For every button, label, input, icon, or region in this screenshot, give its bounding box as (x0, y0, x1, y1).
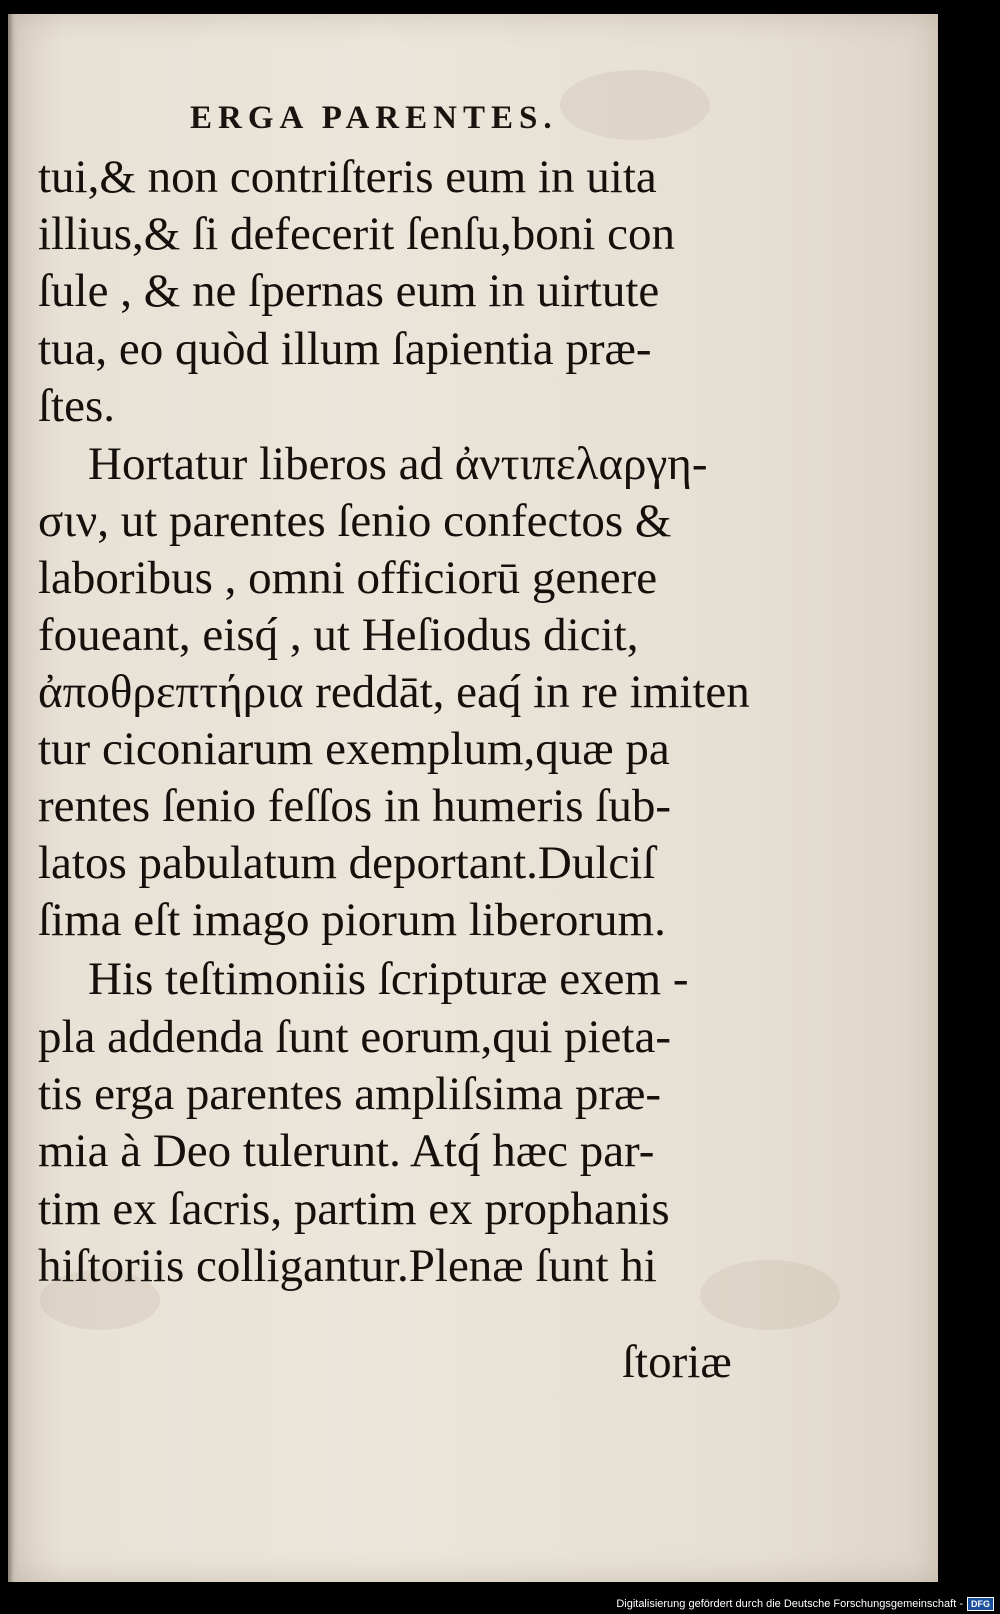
catchword: ſtoriæ (622, 1336, 732, 1388)
text-line: latos pabulatum deportant.Dulciſ (38, 837, 656, 889)
text-line: ſule , & ne ſpernas eum in uirtute (38, 265, 660, 317)
text-line: mia à Deo tulerunt. Atq́ hæc par- (38, 1125, 655, 1177)
text-line: ἀποθρεπτήρια reddāt, eaq́ in re imiten (38, 666, 750, 718)
paper-stain (560, 70, 710, 140)
text-line: rentes ſenio feſſos in humeris ſub- (38, 780, 672, 832)
text-line: ſtes. (38, 380, 116, 432)
text-line: tis erga parentes ampliſsima præ- (38, 1068, 662, 1120)
text-line: foueant, eisq́ , ut Heſiodus dicit, (38, 609, 639, 661)
text-line: tua, eo quòd illum ſapientia præ- (38, 323, 652, 375)
text-line: tur ciconiarum exemplum,quæ pa (38, 723, 670, 775)
dfg-logo: DFG (967, 1597, 994, 1611)
text-line: tui,& non contriſteris eum in uita (38, 151, 657, 203)
text-line: Hortatur liberos ad ἀντιπελαργη- (88, 438, 708, 490)
running-header: ERGA PARENTES. (190, 100, 558, 136)
text-line: σιν, ut parentes ſenio confectos & (38, 495, 672, 547)
text-line: laboribus , omni officiorū genere (38, 552, 658, 604)
text-line: illius,& ſi defecerit ſenſu,boni con (38, 208, 675, 260)
text-line: His teſtimoniis ſcripturæ exem - (88, 953, 689, 1005)
page-gutter-shadow (8, 14, 18, 1582)
text-line: tim ex ſacris, partim ex prophanis (38, 1183, 670, 1235)
text-line: pla addenda ſunt eorum,qui pieta- (38, 1011, 671, 1063)
digitization-credit (616, 1597, 994, 1611)
text-line: ſima eſt imago piorum liberorum. (38, 894, 666, 946)
text-line: hiſtoriis colligantur.Plenæ ſunt hi (38, 1240, 657, 1292)
credit-text: Digitalisierung gefördert durch die Deutsche Forschungsgemeinschaft - (616, 1598, 963, 1610)
